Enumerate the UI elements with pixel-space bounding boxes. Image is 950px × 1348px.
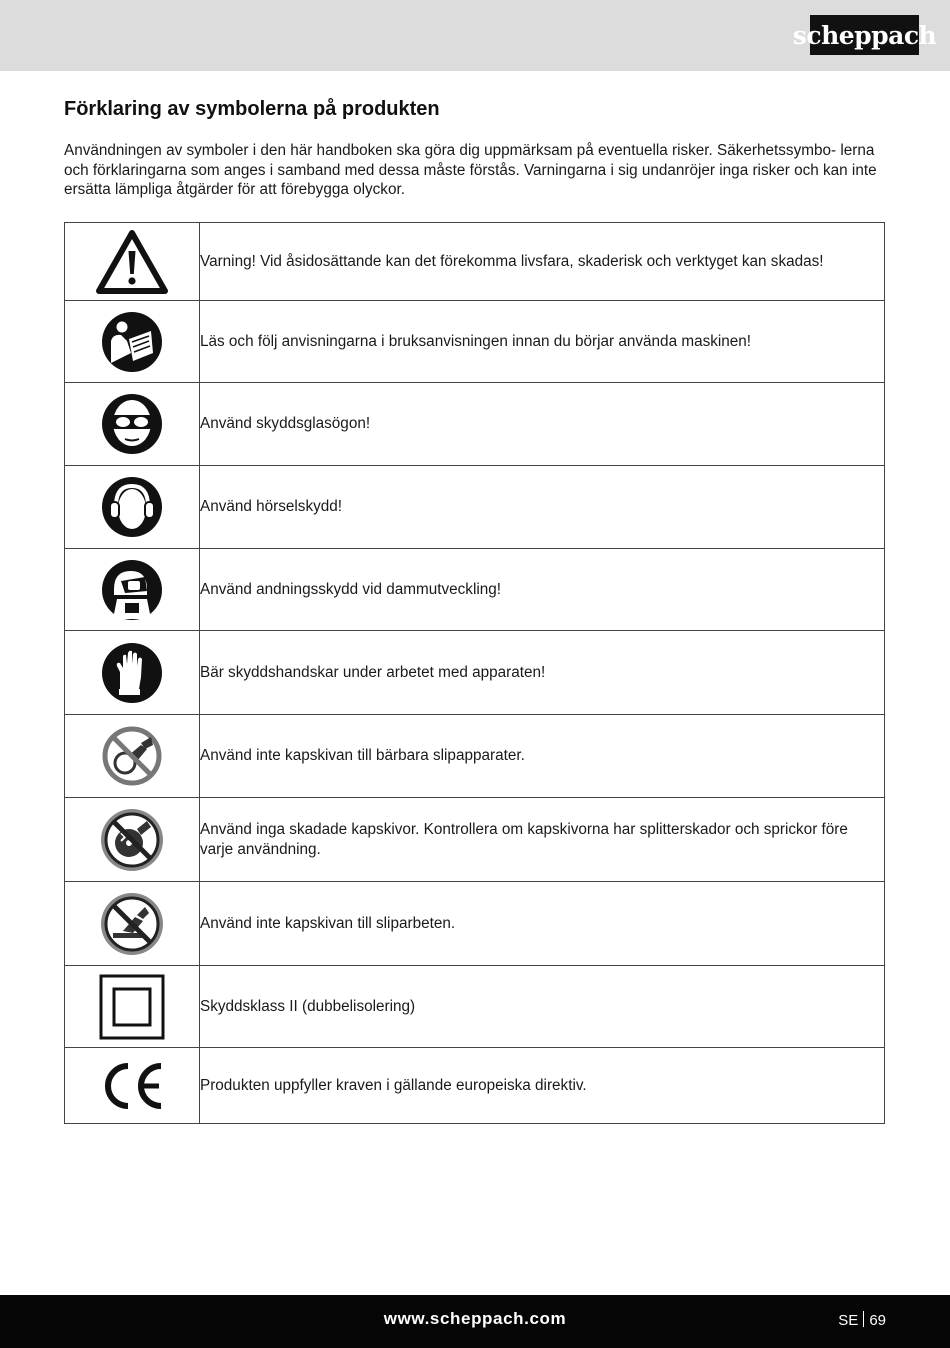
symbol-icon-cell bbox=[65, 549, 200, 631]
symbol-icon-cell bbox=[65, 383, 200, 466]
symbol-description: Använd skyddsglasögon! bbox=[200, 383, 885, 466]
ear-protection-icon bbox=[101, 476, 163, 538]
scheppach-logo bbox=[792, 15, 937, 55]
no-grinding-icon bbox=[99, 891, 165, 957]
symbol-row bbox=[65, 882, 885, 966]
symbol-icon-cell bbox=[65, 715, 200, 798]
symbol-row bbox=[65, 223, 885, 301]
protection-class-ii-icon bbox=[99, 974, 165, 1040]
symbol-description: Använd inte kapskivan till bärbara slipapparater. bbox=[200, 715, 885, 798]
footer-url[interactable]: www.scheppach.com bbox=[383, 1309, 567, 1328]
symbol-row bbox=[65, 1048, 885, 1124]
symbol-row bbox=[65, 966, 885, 1048]
symbols-table bbox=[64, 222, 885, 1124]
symbol-icon-cell bbox=[65, 631, 200, 715]
page-title: Förklaring av symbolerna på produkten bbox=[64, 98, 440, 120]
symbol-icon-cell bbox=[65, 966, 200, 1048]
symbol-row bbox=[65, 301, 885, 383]
symbol-row bbox=[65, 466, 885, 549]
separator bbox=[863, 1311, 864, 1327]
symbol-icon-cell bbox=[65, 223, 200, 301]
footer bbox=[0, 1295, 950, 1348]
symbol-description: Skyddsklass II (dubbelisolering) bbox=[200, 966, 885, 1048]
symbol-description: Använd hörselskydd! bbox=[200, 466, 885, 549]
page-number-value: 69 bbox=[869, 1312, 886, 1329]
symbol-icon-cell bbox=[65, 798, 200, 882]
warning-triangle-icon bbox=[96, 229, 168, 295]
gloves-icon bbox=[101, 642, 163, 704]
language-code: SE bbox=[838, 1312, 859, 1329]
symbol-row bbox=[65, 383, 885, 466]
symbol-row bbox=[65, 798, 885, 882]
symbol-row bbox=[65, 549, 885, 631]
symbol-description: Använd inte kapskivan till sliparbeten. bbox=[200, 882, 885, 966]
symbol-description: Varning! Vid åsidosättande kan det förekomma livsfara, skaderisk och verktyget kan skadas! bbox=[200, 223, 885, 301]
no-portable-grinder-icon bbox=[101, 725, 163, 787]
intro-paragraph: Användningen av symboler i den här handboken ska göra dig uppmärksam på eventuella risker. Säkerhetssymbo- lerna och förklaringarna som anges i samband med dessa måste förstås. Varningarna i sig undanröjer inga risker och kan inte ersätta lämpliga åtgärder för att förebygga olyckor. bbox=[64, 142, 877, 198]
respirator-icon bbox=[101, 559, 163, 621]
safety-goggles-icon bbox=[101, 393, 163, 455]
page-number bbox=[838, 1311, 886, 1329]
symbol-icon-cell bbox=[65, 301, 200, 383]
symbol-description: Använd andningsskydd vid dammutveckling! bbox=[200, 549, 885, 631]
symbol-row bbox=[65, 715, 885, 798]
symbol-description: Produkten uppfyller kraven i gällande europeiska direktiv. bbox=[200, 1048, 885, 1124]
symbol-description: Läs och följ anvisningarna i bruksanvisningen innan du börjar använda maskinen! bbox=[200, 301, 885, 383]
ce-mark-icon bbox=[99, 1062, 165, 1110]
symbol-icon-cell bbox=[65, 882, 200, 966]
symbol-row bbox=[65, 631, 885, 715]
no-damaged-disc-icon bbox=[99, 807, 165, 873]
symbol-description: Bär skyddshandskar under arbetet med apparaten! bbox=[200, 631, 885, 715]
read-manual-icon bbox=[101, 311, 163, 373]
logo-text: scheppach bbox=[792, 20, 937, 50]
symbol-icon-cell bbox=[65, 466, 200, 549]
symbol-icon-cell bbox=[65, 1048, 200, 1124]
symbol-description: Använd inga skadade kapskivor. Kontrollera om kapskivorna har splitterskador och sprickor före varje användning. bbox=[200, 798, 885, 882]
